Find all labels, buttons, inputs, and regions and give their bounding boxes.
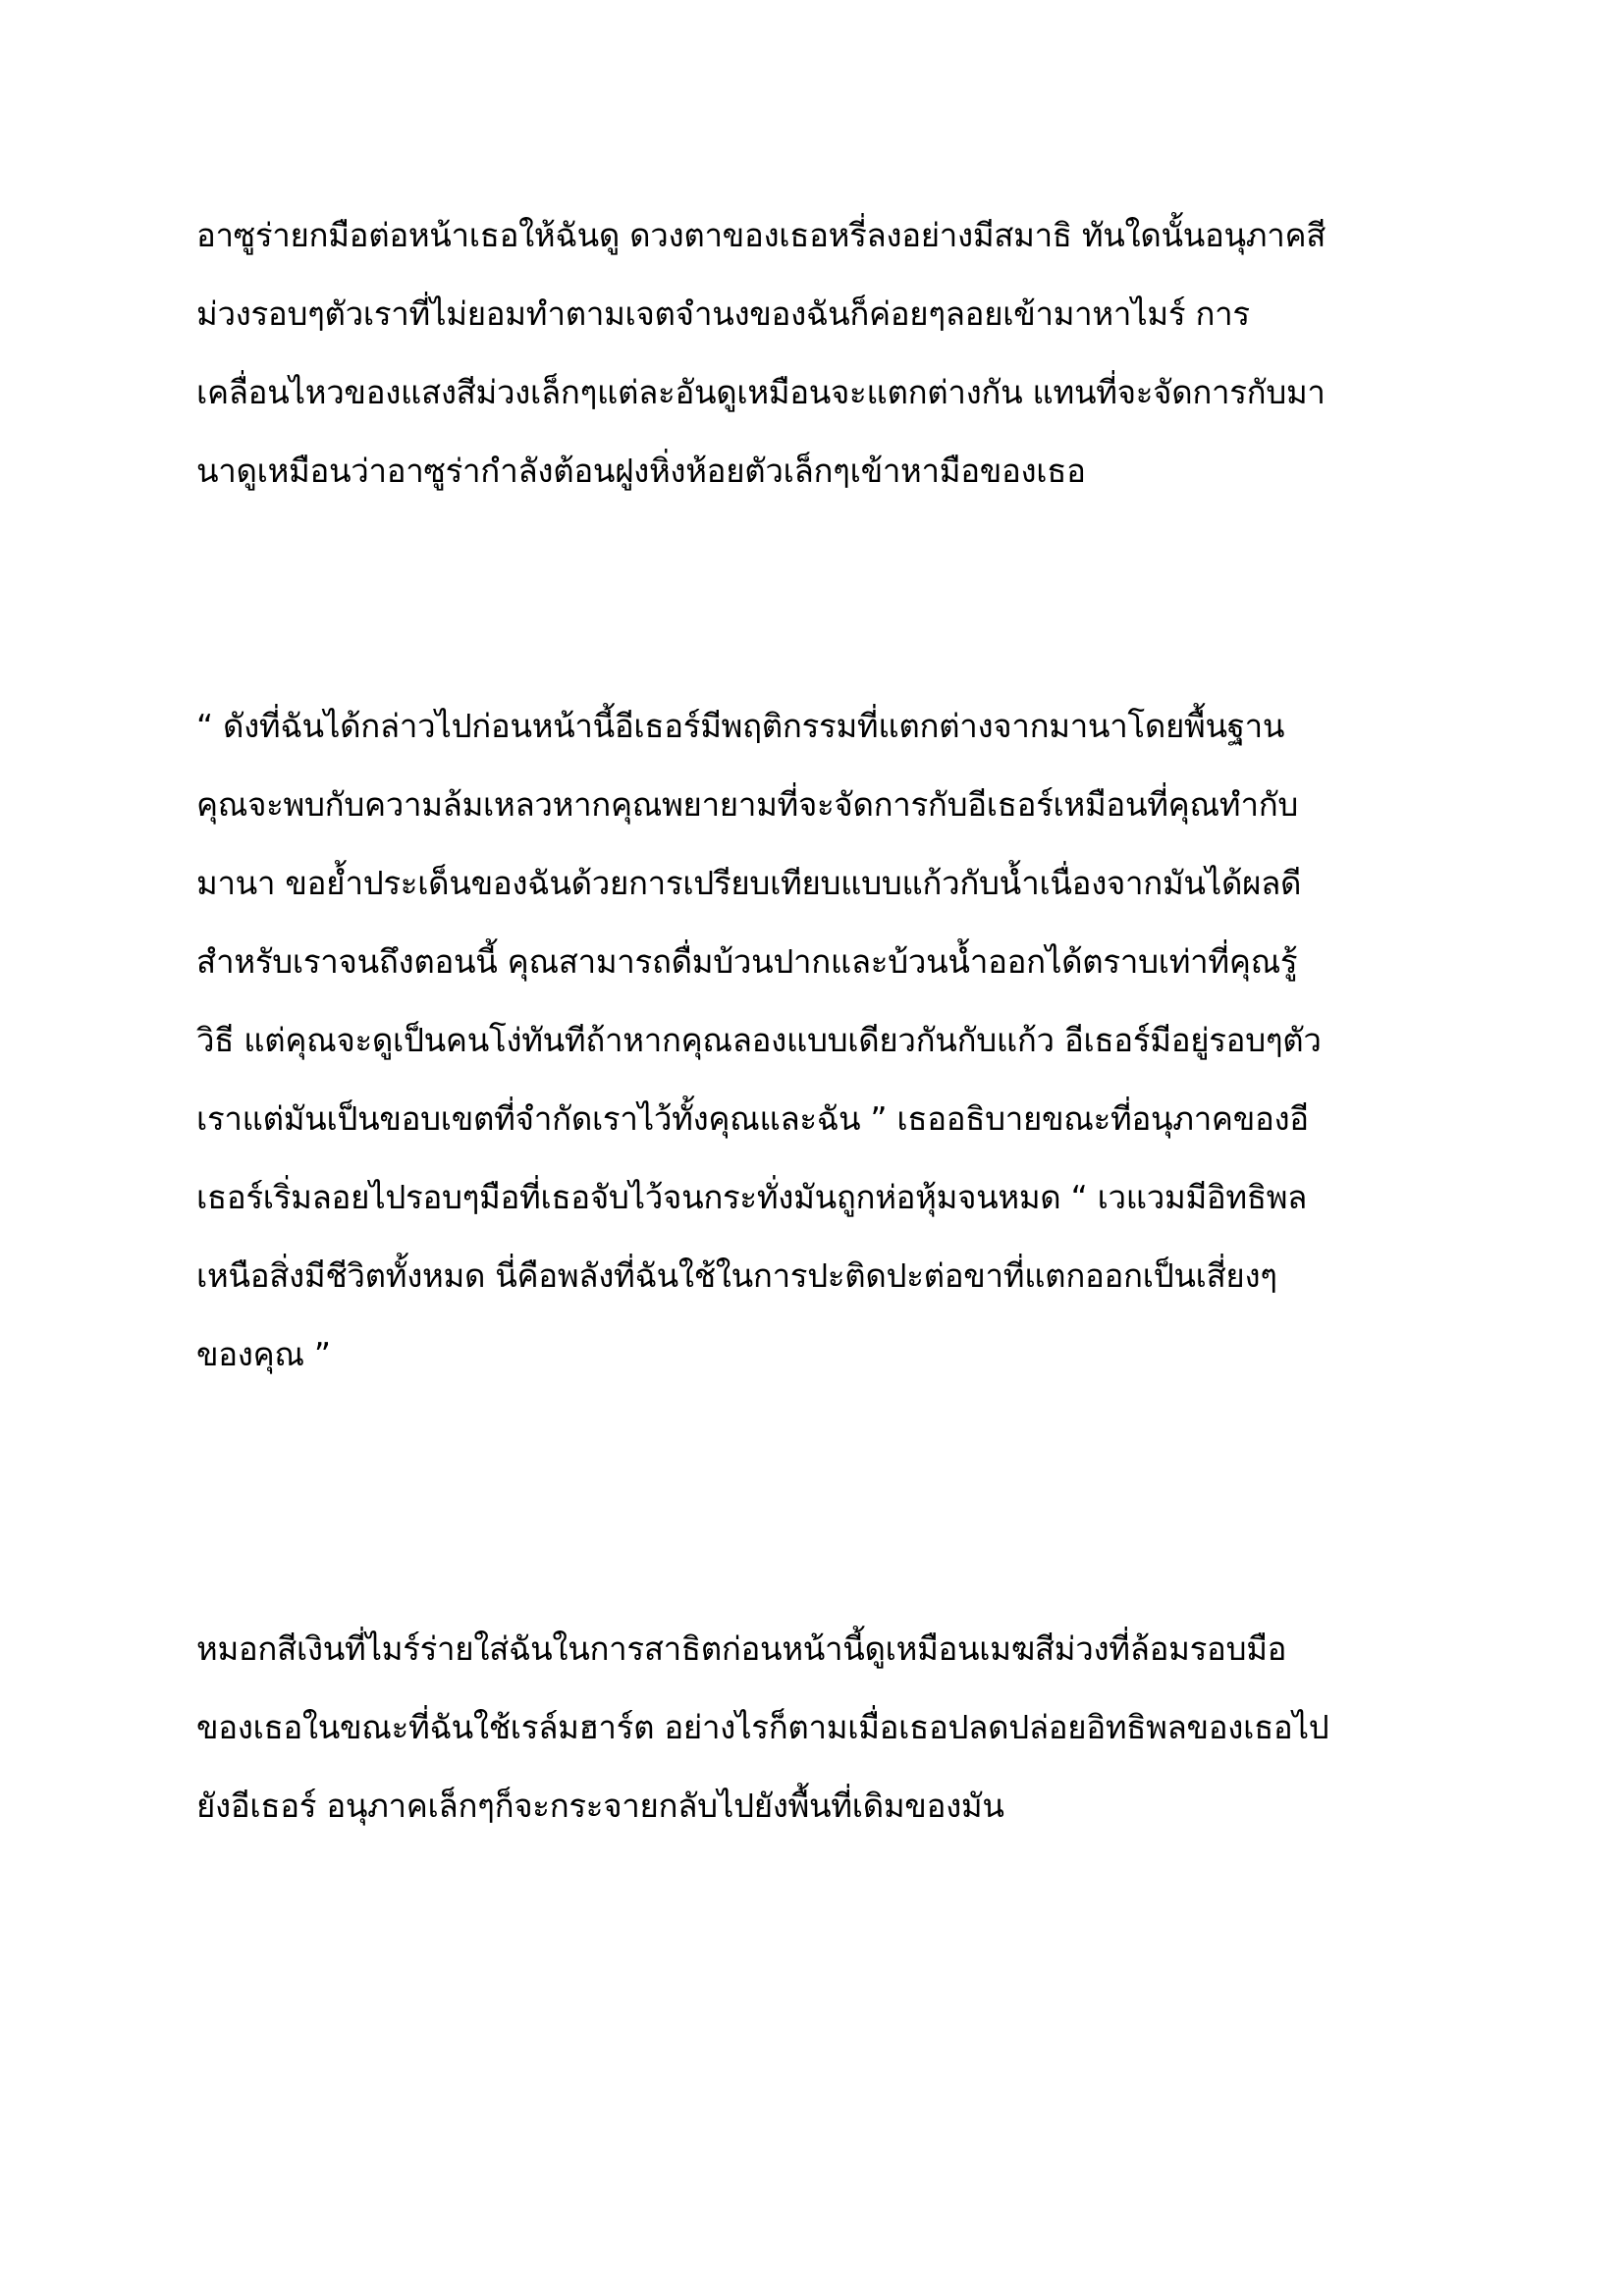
- text-line: วิธี แต่คุณจะดูเป็นคนโง่ทันทีถ้าหากคุณลองแบบเดียวกันกับแก้ว อีเธอร์มีอยู่รอบๆตัว: [196, 1021, 1322, 1059]
- paragraph-2: [196, 687, 1453, 1394]
- paragraph-1: [196, 196, 1453, 510]
- text-line: เราแต่มันเป็นขอบเขตที่จำกัดเราไว้ทั้งคุณและฉัน ” เธออธิบายขณะที่อนุภาคของอี: [196, 1099, 1309, 1138]
- text-line: ของเธอในขณะที่ฉันใช้เรล์มฮาร์ต อย่างไรก็ตามเมื่อเธอปลดปล่อยอิทธิพลของเธอไป: [196, 1708, 1329, 1746]
- text-line: ยังอีเธอร์ อนุภาคเล็กๆก็จะกระจายกลับไปยังพื้นที่เดิมของมัน: [196, 1787, 1004, 1825]
- text-line: ม่วงรอบๆตัวเราที่ไม่ยอมทำตามเจตจำนงของฉันก็ค่อยๆลอยเข้ามาหาไมร์ การ: [196, 294, 1250, 333]
- text-line: เคลื่อนไหวของแสงสีม่วงเล็กๆแต่ละอันดูเหมือนจะแตกต่างกัน แทนที่จะจัดการกับมา: [196, 373, 1326, 411]
- text-line: สำหรับเราจนถึงตอนนี้ คุณสามารถดื่มบ้วนปากและบ้วนน้ำออกได้ตราบเท่าที่คุณรู้: [196, 942, 1298, 981]
- text-line: เหนือสิ่งมีชีวิตทั้งหมด นี่คือพลังที่ฉันใช้ในการปะติดปะต่อขาที่แตกออกเป็นเสี่ยงๆ: [196, 1256, 1277, 1295]
- text-line: อาซูร่ายกมือต่อหน้าเธอให้ฉันดู ดวงตาของเธอหรี่ลงอย่างมีสมาธิ ทันใดนั้นอนุภาคสี: [196, 216, 1326, 254]
- text-line: คุณจะพบกับความล้มเหลวหากคุณพยายามที่จะจัดการกับอีเธอร์เหมือนที่คุณทำกับ: [196, 785, 1299, 824]
- text-line: “ ดังที่ฉันได้กล่าวไปก่อนหน้านี้อีเธอร์มีพฤติกรรมที่แตกต่างจากมานาโดยพื้นฐาน: [196, 707, 1285, 745]
- text-line: ของคุณ ”: [196, 1335, 331, 1373]
- text-line: มานา ขอย้ำประเด็นของฉันด้วยการเปรียบเทียบแบบแก้วกับน้ำเนื่องจากมันได้ผลดี: [196, 864, 1302, 902]
- paragraph-3: [196, 1610, 1453, 1845]
- text-line: นาดูเหมือนว่าอาซูร่ากำลังต้อนฝูงหิ่งห้อยตัวเล็กๆเข้าหามือของเธอ: [196, 452, 1086, 490]
- text-line: หมอกสีเงินที่ไมร์ร่ายใส่ฉันในการสาธิตก่อนหน้านี้ดูเหมือนเมฆสีม่วงที่ล้อมรอบมือ: [196, 1629, 1287, 1668]
- text-line: เธอร์เริ่มลอยไปรอบๆมือที่เธอจับไว้จนกระทั่งมันถูกห่อหุ้มจนหมด “ เวแวมมีอิทธิพล: [196, 1178, 1308, 1216]
